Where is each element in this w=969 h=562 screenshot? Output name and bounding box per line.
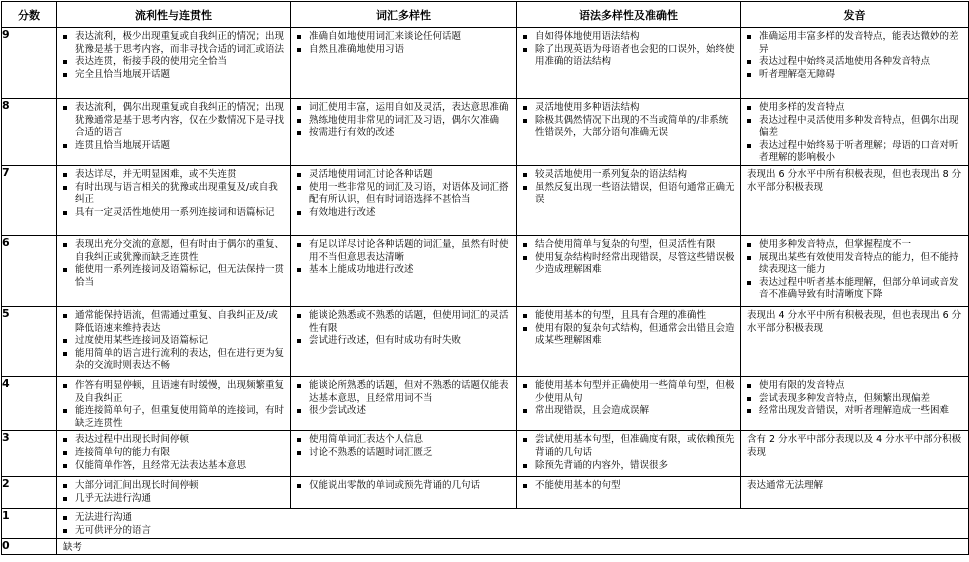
header-score: 分数 bbox=[2, 2, 57, 28]
descriptor-item: 作答有明显停顿，且语速有时缓慢，出现频繁重复及自我纠正 bbox=[57, 380, 286, 405]
descriptor-list bbox=[57, 28, 290, 81]
descriptor-item: 连贯且恰当地展开话题 bbox=[57, 140, 286, 153]
cell-grammar bbox=[517, 431, 741, 477]
header-row bbox=[2, 2, 969, 28]
cell-pronunciation bbox=[741, 28, 969, 99]
cell-lexical bbox=[291, 99, 517, 166]
descriptor-item: 表达流利，极少出现重复或自我纠正的情况；出现犹豫是基于思考内容，而非寻找合适的词汇或语法 bbox=[57, 31, 286, 56]
descriptor-item: 能使用一系列连接词及语篇标记，但无法保持一贯恰当 bbox=[57, 264, 286, 289]
header-grammar: 语法多样性及准确性 bbox=[517, 2, 741, 28]
cell-fluency bbox=[57, 477, 291, 509]
descriptor-list bbox=[57, 166, 290, 219]
band-row-1 bbox=[2, 509, 969, 538]
cell-pronunciation bbox=[741, 166, 969, 236]
descriptor-list bbox=[291, 307, 516, 348]
descriptor-item: 按需进行有效的改述 bbox=[291, 127, 512, 140]
header-pronunciation: 发音 bbox=[741, 2, 969, 28]
descriptor-text: 含有 2 分水平中部分表现以及 4 分水平中部分积极表现 bbox=[747, 434, 962, 458]
band-score: 8 bbox=[2, 99, 57, 166]
cell-grammar bbox=[517, 477, 741, 509]
band-score: 1 bbox=[2, 509, 57, 538]
descriptor-list bbox=[291, 236, 516, 277]
descriptor-item: 虽然反复出现一些语法错误，但语句通常正确无误 bbox=[517, 182, 736, 207]
band-score: 2 bbox=[2, 477, 57, 509]
descriptor-list bbox=[57, 307, 290, 373]
descriptor-list bbox=[57, 99, 290, 152]
descriptor-item: 表达过程中始终易于听者理解；母语的口音对听者理解的影响极小 bbox=[741, 140, 964, 165]
descriptor-list bbox=[517, 166, 740, 207]
band-score: 5 bbox=[2, 307, 57, 377]
descriptor-list bbox=[57, 509, 968, 537]
cell-pronunciation bbox=[741, 307, 969, 377]
descriptor-item: 能使用基本句型并正确使用一些简单句型，但极少使用从句 bbox=[517, 380, 736, 405]
cell-fluency bbox=[57, 166, 291, 236]
cell-pronunciation bbox=[741, 431, 969, 477]
descriptor-item: 表现出充分交流的意愿，但有时由于偶尔的重复、自我纠正或犹豫而缺乏连贯性 bbox=[57, 239, 286, 264]
descriptor-item: 通常能保持语流，但需通过重复、自我纠正及/或降低语速来维持表达 bbox=[57, 310, 286, 335]
descriptor-item: 使用一些非常见的词汇及习语，对语体及词汇搭配有所认识，但有时词语选择不甚恰当 bbox=[291, 182, 512, 207]
descriptor-item: 常出现错误，且会造成误解 bbox=[517, 405, 736, 418]
descriptor-list bbox=[517, 307, 740, 348]
descriptor-item: 具有一定灵活性地使用一系列连接词和语篇标记 bbox=[57, 207, 286, 220]
cell-pronunciation bbox=[741, 377, 969, 431]
descriptor-item: 仅能简单作答，且经常无法表达基本意思 bbox=[57, 460, 286, 473]
descriptor-item: 很少尝试改述 bbox=[291, 405, 512, 418]
descriptor-item: 使用多种发音特点，但掌握程度不一 bbox=[741, 239, 964, 252]
cell-lexical bbox=[291, 431, 517, 477]
descriptor-list bbox=[291, 28, 516, 56]
descriptor-list bbox=[517, 477, 740, 493]
descriptor-list bbox=[57, 477, 290, 505]
band-row-5 bbox=[2, 307, 969, 377]
descriptor-item: 经常出现发音错误，对听者理解造成一些困难 bbox=[741, 405, 964, 418]
descriptor-list bbox=[291, 431, 516, 459]
descriptor-list bbox=[57, 236, 290, 289]
descriptor-item: 准确运用丰富多样的发音特点，能表达微妙的差异 bbox=[741, 31, 964, 56]
descriptor-item: 表达详尽，并无明显困难，或不失连贯 bbox=[57, 169, 286, 182]
descriptor-item: 尝试使用基本句型，但准确度有限，或依赖预先背诵的几句话 bbox=[517, 434, 736, 459]
descriptor-item: 准确自如地使用词汇来谈论任何话题 bbox=[291, 31, 512, 44]
cell-fluency bbox=[57, 509, 969, 538]
descriptor-item: 使用简单词汇表达个人信息 bbox=[291, 434, 512, 447]
band-row-3 bbox=[2, 431, 969, 477]
cell-fluency bbox=[57, 307, 291, 377]
band-row-9 bbox=[2, 28, 969, 99]
descriptor-item: 结合使用简单与复杂的句型，但灵活性有限 bbox=[517, 239, 736, 252]
descriptor-item: 表达连贯，衔接手段的使用完全恰当 bbox=[57, 56, 286, 69]
descriptor-list bbox=[741, 99, 968, 165]
speaking-band-descriptors-table bbox=[1, 1, 969, 555]
descriptor-item: 能谈论所熟悉的话题，但对不熟悉的话题仅能表达基本意思，且经常用词不当 bbox=[291, 380, 512, 405]
cell-lexical bbox=[291, 377, 517, 431]
header-lexical: 词汇多样性 bbox=[291, 2, 517, 28]
descriptor-item: 表达过程中听者基本能理解，但部分单词或音发音不准确导致有时清晰度下降 bbox=[741, 277, 964, 302]
descriptor-item: 较灵活地使用一系列复杂的语法结构 bbox=[517, 169, 736, 182]
cell-fluency bbox=[57, 28, 291, 99]
descriptor-list bbox=[291, 99, 516, 140]
cell-grammar bbox=[517, 377, 741, 431]
descriptor-list bbox=[517, 377, 740, 418]
descriptor-text: 表现出 4 分水平中所有积极表现，但也表现出 6 分水平部分积极表现 bbox=[747, 310, 962, 334]
descriptor-list bbox=[517, 236, 740, 277]
band-score: 0 bbox=[2, 538, 57, 555]
descriptor-list bbox=[57, 431, 290, 472]
descriptor-list bbox=[517, 431, 740, 472]
descriptor-list bbox=[291, 477, 516, 493]
cell-pronunciation bbox=[741, 477, 969, 509]
rubric-page bbox=[1, 1, 968, 560]
descriptor-item: 使用有限的复杂句式结构，但通常会出错且会造成某些理解困难 bbox=[517, 323, 736, 348]
cell-fluency bbox=[57, 431, 291, 477]
cell-lexical bbox=[291, 28, 517, 99]
cell-grammar bbox=[517, 166, 741, 236]
descriptor-item: 熟练地使用非常见的词汇及习语，偶尔欠准确 bbox=[291, 115, 512, 128]
descriptor-item: 词汇使用丰富，运用自如及灵活，表达意思准确 bbox=[291, 102, 512, 115]
descriptor-list bbox=[291, 377, 516, 418]
descriptor-item: 无法进行沟通 bbox=[57, 512, 964, 525]
descriptor-text: 表现出 6 分水平中所有积极表现，但也表现出 8 分水平部分积极表现 bbox=[747, 169, 962, 193]
descriptor-item: 表达流利，偶尔出现重复或自我纠正的情况；出现犹豫通常是基于思考内容，仅在少数情况下是寻找合适的语言 bbox=[57, 102, 286, 140]
descriptor-item: 完全且恰当地展开话题 bbox=[57, 69, 286, 82]
descriptor-item: 灵活地使用词汇讨论各种话题 bbox=[291, 169, 512, 182]
descriptor-list bbox=[741, 377, 968, 418]
descriptor-item: 使用复杂结构时经常出现错误，尽管这些错误极少造成理解困难 bbox=[517, 252, 736, 277]
descriptor-item: 听者理解毫无障碍 bbox=[741, 69, 964, 82]
cell-pronunciation bbox=[741, 99, 969, 166]
descriptor-item: 过度使用某些连接词及语篇标记 bbox=[57, 335, 286, 348]
cell-grammar bbox=[517, 99, 741, 166]
descriptor-item: 尝试进行改述，但有时成功有时失败 bbox=[291, 335, 512, 348]
cell-grammar bbox=[517, 236, 741, 307]
descriptor-item: 几乎无法进行沟通 bbox=[57, 493, 286, 506]
band-score: 3 bbox=[2, 431, 57, 477]
descriptor-item: 有效地进行改述 bbox=[291, 207, 512, 220]
descriptor-list bbox=[57, 377, 290, 430]
header-fluency: 流利性与连贯性 bbox=[57, 2, 291, 28]
cell-lexical bbox=[291, 236, 517, 307]
descriptor-item: 除预先背诵的内容外，错误很多 bbox=[517, 460, 736, 473]
descriptor-item: 使用多样的发音特点 bbox=[741, 102, 964, 115]
descriptor-item: 能谈论熟悉或不熟悉的话题，但使用词汇的灵活性有限 bbox=[291, 310, 512, 335]
descriptor-item: 能连接简单句子，但重复使用简单的连接词，有时缺乏连贯性 bbox=[57, 405, 286, 430]
descriptor-item: 灵活地使用多种语法结构 bbox=[517, 102, 736, 115]
descriptor-item: 尝试表现多种发音特点，但频繁出现偏差 bbox=[741, 393, 964, 406]
descriptor-item: 基本上能成功地进行改述 bbox=[291, 264, 512, 277]
cell-pronunciation bbox=[741, 236, 969, 307]
descriptor-item: 表达过程中始终灵活地使用各种发音特点 bbox=[741, 56, 964, 69]
descriptor-item: 能使用基本的句型，且具有合理的准确性 bbox=[517, 310, 736, 323]
descriptor-item: 有时出现与语言相关的犹豫或出现重复及/或自我纠正 bbox=[57, 182, 286, 207]
band-row-7 bbox=[2, 166, 969, 236]
descriptor-list bbox=[741, 28, 968, 81]
descriptor-item: 有足以详尽讨论各种话题的词汇量，虽然有时使用不当但意思表达清晰 bbox=[291, 239, 512, 264]
band-score: 7 bbox=[2, 166, 57, 236]
descriptor-text: 表达通常无法理解 bbox=[747, 480, 824, 492]
descriptor-item: 使用有限的发音特点 bbox=[741, 380, 964, 393]
cell-fluency bbox=[57, 236, 291, 307]
descriptor-text: 缺考 bbox=[63, 541, 83, 553]
descriptor-item: 连接简单句的能力有限 bbox=[57, 447, 286, 460]
descriptor-list bbox=[291, 166, 516, 219]
band-score: 6 bbox=[2, 236, 57, 307]
descriptor-item: 不能使用基本的句型 bbox=[517, 480, 736, 493]
band-row-8 bbox=[2, 99, 969, 166]
cell-grammar bbox=[517, 28, 741, 99]
cell-lexical bbox=[291, 477, 517, 509]
descriptor-item: 表达过程中出现长时间停顿 bbox=[57, 434, 286, 447]
descriptor-item: 无可供评分的语言 bbox=[57, 525, 964, 538]
band-row-6 bbox=[2, 236, 969, 307]
cell-fluency bbox=[57, 377, 291, 431]
descriptor-item: 除极其偶然情况下出现的不当或简单的/非系统性错误外，大部分语句准确无误 bbox=[517, 115, 736, 140]
cell-fluency bbox=[57, 538, 969, 555]
cell-lexical bbox=[291, 166, 517, 236]
band-score: 9 bbox=[2, 28, 57, 99]
band-row-4 bbox=[2, 377, 969, 431]
band-row-2 bbox=[2, 477, 969, 509]
band-row-0 bbox=[2, 538, 969, 555]
descriptor-item: 讨论不熟悉的话题时词汇匮乏 bbox=[291, 447, 512, 460]
descriptor-list bbox=[517, 28, 740, 69]
descriptor-item: 能用简单的语言进行流利的表达，但在进行更为复杂的交流时则表达不畅 bbox=[57, 348, 286, 373]
descriptor-item: 大部分词汇间出现长时间停顿 bbox=[57, 480, 286, 493]
cell-grammar bbox=[517, 307, 741, 377]
descriptor-item: 表达过程中灵活使用多种发音特点，但偶尔出现偏差 bbox=[741, 115, 964, 140]
descriptor-item: 自如得体地使用语法结构 bbox=[517, 31, 736, 44]
descriptor-item: 展现出某些有效使用发音特点的能力，但不能持续表现这一能力 bbox=[741, 252, 964, 277]
descriptor-item: 自然且准确地使用习语 bbox=[291, 44, 512, 57]
cell-lexical bbox=[291, 307, 517, 377]
descriptor-item: 仅能说出零散的单词或预先背诵的几句话 bbox=[291, 480, 512, 493]
band-score: 4 bbox=[2, 377, 57, 431]
cell-fluency bbox=[57, 99, 291, 166]
descriptor-list bbox=[741, 236, 968, 302]
descriptor-item: 除了出现英语为母语者也会犯的口误外，始终使用准确的语法结构 bbox=[517, 44, 736, 69]
descriptor-list bbox=[517, 99, 740, 140]
